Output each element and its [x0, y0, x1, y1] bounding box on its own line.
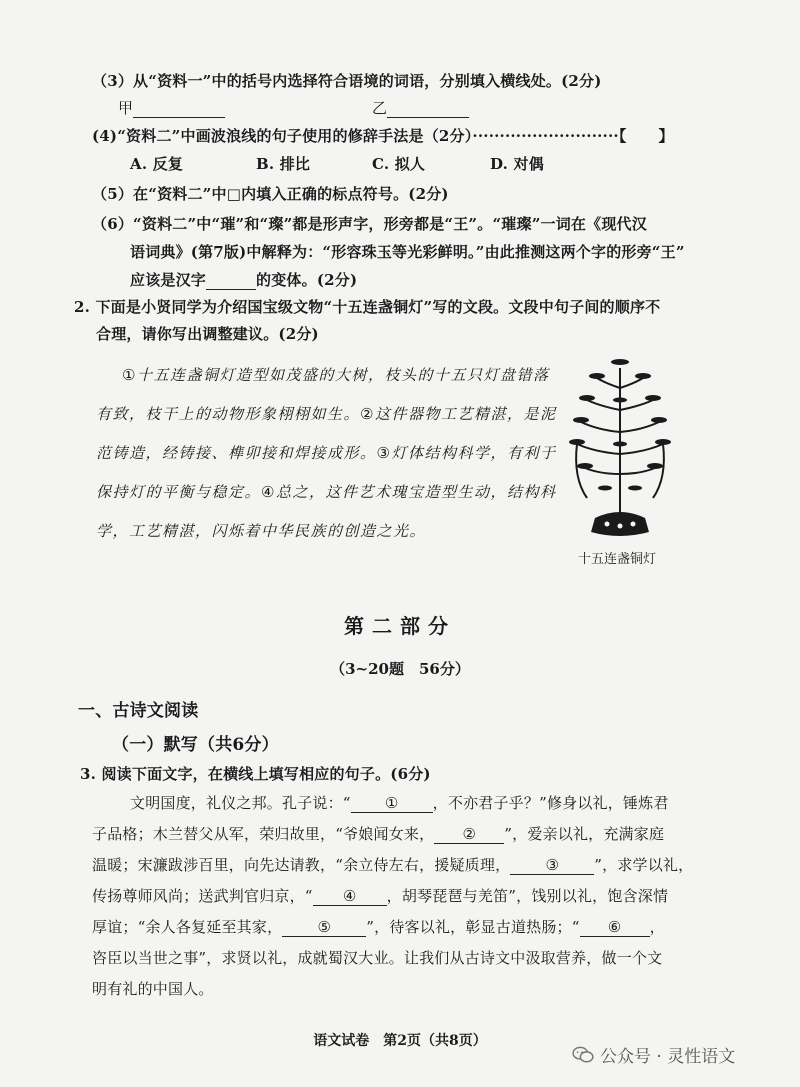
q2-passage-line3: 范铸造，经铸接、榫卯接和焊接成形。③灯体结构科学，有利于: [96, 444, 557, 462]
part-two-title: 第二部分: [344, 614, 456, 638]
q3-line6: 咨臣以当世之事”，求贤以礼，成就蜀汉大业。让我们从古诗文中汲取营养，做一个文: [92, 949, 663, 967]
blank-5[interactable]: ⑤: [282, 918, 366, 937]
section-dictation-heading: （一）默写（共6分）: [112, 735, 279, 755]
q1-6-line1: （6）“资料二”中“璀”和“璨”都是形声字，形旁都是“王”。“璀璨”一词在《现代汉: [92, 215, 647, 233]
q3-line7: 明有礼的中国人。: [92, 980, 214, 998]
q2-passage-line2: 有致，枝干上的动物形象栩栩如生。②这件器物工艺精湛，是泥: [96, 405, 557, 423]
q3-l3b: ”，求学以礼，: [594, 856, 694, 874]
blank-6[interactable]: ⑥: [580, 918, 650, 937]
page-footer: 语文试卷 第2页（共8页）: [313, 1033, 487, 1049]
blank-3[interactable]: ③: [510, 856, 594, 875]
q1-4-option-a: A. 反复: [130, 155, 184, 173]
q3-l1b: ，不亦君子乎？”修身以礼，锤炼君: [432, 794, 669, 812]
q3-line4: [92, 885, 668, 906]
q3-l3a: 温暖；宋濂跋涉百里，向先达请教，“余立侍左右，援疑质理，: [92, 856, 511, 874]
q1-6-line3b: 的变体。(2分): [256, 271, 358, 289]
q3-l5c: ，: [649, 918, 665, 936]
q3-l2a: 子品格；木兰替父从军，荣归故里，“爷娘闻女来，: [92, 825, 435, 843]
q1-4-text: [92, 125, 674, 146]
q2-passage-line5: 学，工艺精湛，闪烁着中华民族的创造之光。: [96, 522, 427, 540]
blank-4[interactable]: ④: [313, 887, 387, 906]
q1-3-text: （3）从“资料一”中的括号内选择符合语境的词语，分别填入横线处。(2分): [92, 72, 602, 90]
q3-line5: [92, 916, 665, 937]
q1-6-line3a: 应该是汉字: [130, 271, 207, 289]
part-two-subtitle: （3~20题 56分）: [330, 660, 470, 678]
blank-b[interactable]: [387, 101, 469, 118]
blank-1[interactable]: ①: [351, 794, 433, 813]
q3-l4a: 传扬尊师风尚；送武判官归京，“: [92, 887, 313, 905]
wechat-watermark: [572, 1042, 735, 1067]
blank-q1-6[interactable]: [206, 273, 256, 290]
q1-4-option-b: B. 排比: [256, 155, 311, 173]
watermark-text: 公众号 · 灵性语文: [600, 1047, 736, 1067]
q1-3-blanks: [118, 97, 225, 118]
q1-4-close-bracket: 】: [658, 127, 674, 145]
q3-line2: [92, 823, 664, 844]
q1-4-stem: (4)“资料二”中画波浪线的句子使用的修辞手法是（2分）···························【: [92, 127, 627, 145]
q3-l5b: ”，待客以礼，彰显古道热肠；“: [366, 918, 580, 936]
q1-5-text: （5）在“资料二”中□内填入正确的标点符号。(2分): [92, 185, 449, 203]
blank-2[interactable]: ②: [434, 825, 504, 844]
q3-l4b: ，胡琴琵琶与羌笛”，饯别以礼，饱含深情: [386, 887, 669, 905]
q2-line2: 合理，请你写出调整建议。(2分): [96, 325, 319, 343]
q1-6-line2: 语词典》(第7版)中解释为：“形容珠玉等光彩鲜明。”由此推测这两个字的形旁“王”: [130, 243, 685, 261]
blank-label-b: 乙: [372, 99, 388, 117]
q2-passage-line4: 保持灯的平衡与稳定。④总之，这件艺术瑰宝造型生动，结构科: [96, 483, 557, 501]
bronze-lamp-icon: [565, 348, 675, 548]
q3-intro: 3. 阅读下面文字，在横线上填写相应的句子。(6分): [80, 765, 431, 783]
q3-l1a: 文明国度，礼仪之邦。孔子说：“: [130, 794, 351, 812]
q2-line1: 2. 下面是小贤同学为介绍国宝级文物“十五连盏铜灯”写的文段。文段中句子间的顺序不: [74, 298, 661, 316]
wechat-icon: [572, 1046, 594, 1064]
q3-line1: [130, 792, 669, 813]
q1-3-blank-b-wrap: [372, 97, 469, 118]
bronze-lamp-image: [565, 348, 675, 558]
q1-4-option-d: D. 对偶: [490, 155, 544, 173]
q3-l5a: 厚谊；“余人各复延至其家，: [92, 918, 283, 936]
q1-4-option-c: C. 拟人: [372, 155, 426, 173]
q1-6-line3: [130, 269, 357, 290]
q2-passage-line1: ①十五连盏铜灯造型如茂盛的大树，枝头的十五只灯盘错落: [122, 366, 550, 384]
blank-a[interactable]: [133, 101, 225, 118]
q3-line3: [92, 854, 693, 875]
q3-l2b: ”，爱亲以礼，充满家庭: [504, 825, 665, 843]
section-ancient-poetry-heading: 一、古诗文阅读: [78, 701, 199, 721]
blank-label-a: 甲: [118, 99, 134, 117]
lamp-caption: 十五连盏铜灯: [578, 552, 657, 567]
